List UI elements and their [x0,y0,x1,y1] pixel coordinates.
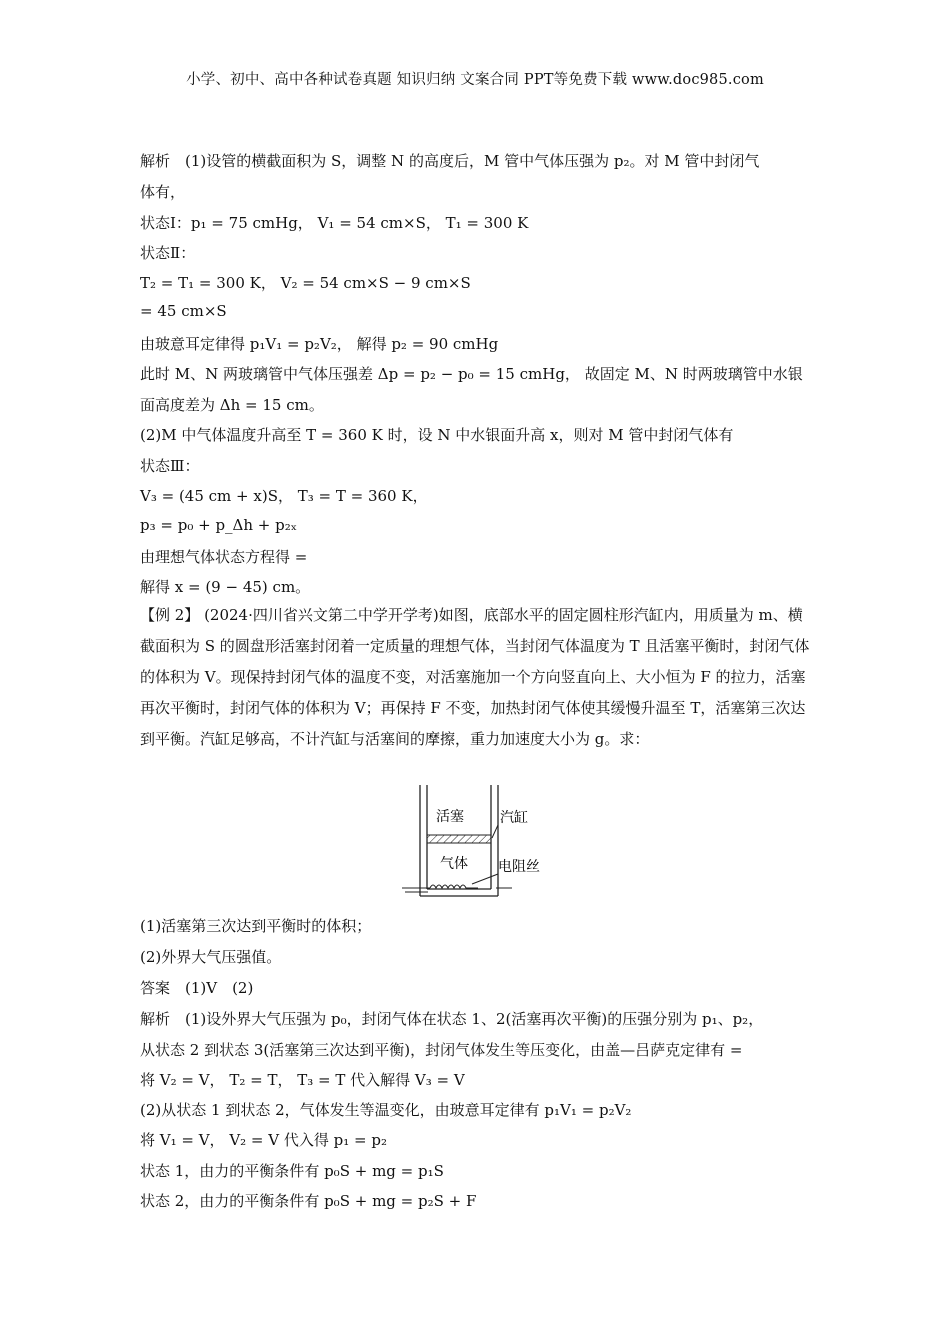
solution-line: 解析 (1)设外界大气压强为 p₀，封闭气体在状态 1、2(活塞再次平衡)的压强分别为 p₁、p₂， [140,1010,764,1028]
example-2-problem: 【例 2】 (2024·四川省兴文第二中学开学考)如图，底部水平的固定圆柱形汽缸内，用质量为 m、横截面积为 S 的圆盘形活塞封闭着一定质量的理想气体，当封闭气体温度为 T 且活塞平衡时，封闭气体的体积为 V。现保持封闭气体的温度不变，对活塞施加一个方向竖直向上、大小恒为 F 的拉力，活塞再次平衡时，封闭气体的体积为 V；再保持 F 不变，加热封闭气体使其缓慢升温至 T，活塞第三次达到平衡。汽缸足够高，不计汽缸与活塞间的摩擦，重力加速度大小为 g。求： [140,606,810,748]
solution-line: = 45 cm×S [140,302,227,320]
solution-line: 由理想气体状态方程得 = [140,548,308,566]
solution-line: 解得 x = (9 − 45) cm。 [140,578,311,596]
solution-line: 体有， [140,183,186,201]
solution-line: p₃ = p₀ + p_Δh + p₂ₓ [140,516,298,534]
resistor-label: 电阻丝 [498,859,540,875]
solution-line: 由玻意耳定律得 p₁V₁ = p₂V₂， 解得 p₂ = 90 cmHg [140,335,499,353]
solution-line: 状态Ⅱ： [140,244,196,262]
cylinder-label: 汽缸 [500,810,528,826]
solution-line: 状态 1，由力的平衡条件有 p₀S + mg = p₁S [140,1162,444,1180]
question-1: (1)活塞第三次达到平衡时的体积； [140,917,372,935]
solution-line: 状态 2，由力的平衡条件有 p₀S + mg = p₂S + F [140,1192,477,1210]
piston-label: 活塞 [436,809,464,825]
solution-line: 将 V₂ = V， T₂ = T， T₃ = T 代入解得 V₃ = V [140,1071,465,1089]
solution-line: (2)从状态 1 到状态 2，气体发生等温变化，由玻意耳定律有 p₁V₁ = p₂V₂ [140,1101,632,1119]
solution-line: T₂ = T₁ = 300 K， V₂ = 54 cm×S − 9 cm×S [140,274,471,292]
gas-label: 气体 [440,856,468,872]
solution-line: 状态Ⅰ：p₁ = 75 cmHg， V₁ = 54 cm×S， T₁ = 300 K [140,214,529,232]
answer-line: 答案 (1)V (2) [140,979,254,997]
solution-line: 此时 M、N 两玻璃管中气体压强差 Δp = p₂ − p₀ = 15 cmHg， 故固定 M、N 时两玻璃管中水银 [140,365,803,383]
solution-line: 从状态 2 到状态 3(活塞第三次达到平衡)，封闭气体发生等压变化，由盖—吕萨克定律有 = [140,1041,743,1059]
solution-line: 解析 (1)设管的横截面积为 S，调整 N 的高度后，M 管中气体压强为 p₂。对 M 管中封闭气 [140,152,760,170]
solution-line: V₃ = (45 cm + x)S， T₃ = T = 360 K， [140,487,428,505]
resistor-coil [430,885,478,888]
solution-line: 面高度差为 Δh = 15 cm。 [140,396,324,414]
solution-line: 状态Ⅲ： [140,457,200,475]
question-2: (2)外界大气压强值。 [140,948,282,966]
piston-shape [427,835,491,843]
solution-line: 将 V₁ = V， V₂ = V 代入得 p₁ = p₂ [140,1131,387,1149]
page-header: 小学、初中、高中各种试卷真题 知识归纳 文案合同 PPT等免费下载 www.doc985.com [186,72,764,88]
solution-line: (2)M 中气体温度升高至 T = 360 K 时，设 N 中水银面升高 x，则对 M 管中封闭气体有 [140,426,734,444]
cylinder-diagram [400,780,550,905]
